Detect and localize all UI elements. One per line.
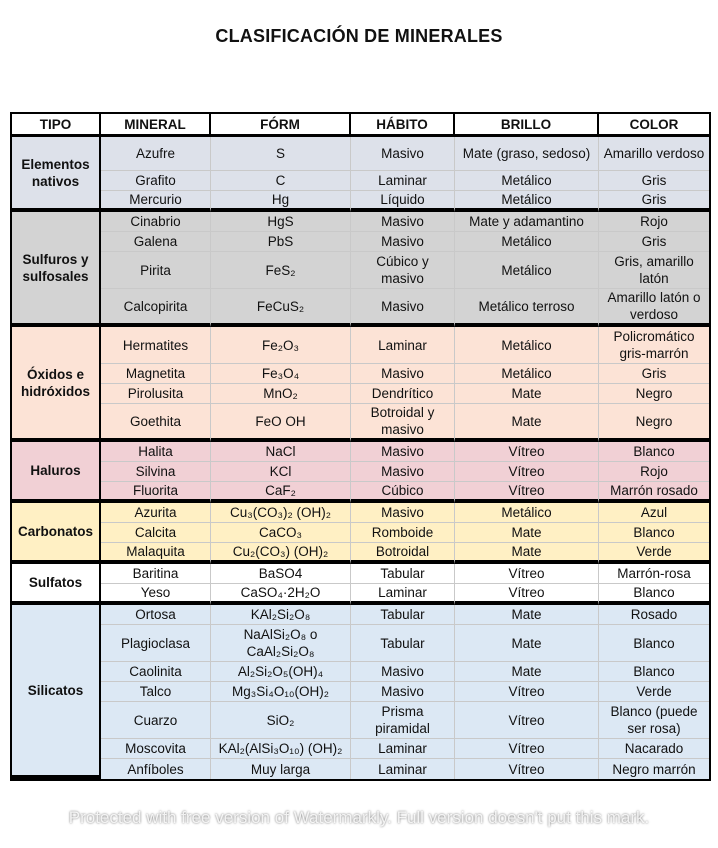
color-cell: Gris	[599, 364, 709, 384]
color-cell: Azul	[599, 503, 709, 523]
habito-cell: Masivo	[351, 462, 455, 482]
mineral-cell: Calcopirita	[101, 289, 211, 327]
table-row	[12, 739, 709, 759]
header-tipo: TIPO	[12, 114, 101, 137]
header-formula: FÓRM	[211, 114, 351, 137]
habito-cell: Masivo	[351, 232, 455, 252]
color-cell: Gris	[599, 191, 709, 212]
table-body	[12, 137, 709, 779]
color-cell: Gris	[599, 232, 709, 252]
brillo-cell: Vítreo	[455, 584, 599, 605]
mineral-cell: Mercurio	[101, 191, 211, 212]
brillo-cell: Metálico terroso	[455, 289, 599, 327]
habito-cell: Masivo	[351, 503, 455, 523]
mineral-cell: Anfíboles	[101, 759, 211, 779]
habito-cell: Masivo	[351, 662, 455, 682]
table-row	[12, 212, 709, 232]
color-cell: Amarillo latón o verdoso	[599, 289, 709, 327]
formula-cell: Fe₃O₄	[211, 364, 351, 384]
table-row	[12, 137, 709, 171]
table-row	[12, 605, 709, 625]
color-cell: Nacarado	[599, 739, 709, 759]
habito-cell: Masivo	[351, 289, 455, 327]
mineral-cell: Cinabrio	[101, 212, 211, 232]
minerals-table-frame	[10, 112, 711, 781]
color-cell: Blanco	[599, 523, 709, 543]
habito-cell: Botroidal	[351, 543, 455, 564]
group-tipo-cell: Haluros	[12, 442, 101, 503]
formula-cell: Muy larga	[211, 759, 351, 779]
page-title: CLASIFICACIÓN DE MINERALES	[215, 26, 503, 46]
table-row	[12, 384, 709, 404]
habito-cell: Cúbico y masivo	[351, 252, 455, 289]
formula-cell: FeCuS₂	[211, 289, 351, 327]
brillo-cell: Metálico	[455, 327, 599, 364]
formula-cell: S	[211, 137, 351, 171]
table-row	[12, 252, 709, 289]
formula-cell: Al₂Si₂O₅(OH)₄	[211, 662, 351, 682]
habito-cell: Masivo	[351, 682, 455, 702]
habito-cell: Masivo	[351, 212, 455, 232]
mineral-cell: Halita	[101, 442, 211, 462]
mineral-cell: Moscovita	[101, 739, 211, 759]
formula-cell: CaSO₄·2H₂O	[211, 584, 351, 605]
color-cell: Verde	[599, 682, 709, 702]
brillo-cell: Vítreo	[455, 482, 599, 503]
formula-cell: KAl₂Si₂O₈	[211, 605, 351, 625]
brillo-cell: Mate	[455, 625, 599, 662]
header-color: COLOR	[599, 114, 709, 137]
color-cell: Negro	[599, 384, 709, 404]
mineral-cell: Yeso	[101, 584, 211, 605]
habito-cell: Cúbico	[351, 482, 455, 503]
formula-cell: SiO₂	[211, 702, 351, 739]
habito-cell: Laminar	[351, 327, 455, 364]
header-row	[12, 114, 709, 137]
color-cell: Blanco (puede ser rosa)	[599, 702, 709, 739]
formula-cell: FeS₂	[211, 252, 351, 289]
table-row	[12, 442, 709, 462]
formula-cell: HgS	[211, 212, 351, 232]
formula-cell: Cu₃(CO₃)₂ (OH)₂	[211, 503, 351, 523]
formula-cell: CaF₂	[211, 482, 351, 503]
mineral-cell: Grafito	[101, 171, 211, 191]
formula-cell: NaCl	[211, 442, 351, 462]
color-cell: Rojo	[599, 462, 709, 482]
mineral-cell: Talco	[101, 682, 211, 702]
table-row	[12, 191, 709, 212]
brillo-cell: Vítreo	[455, 759, 599, 779]
habito-cell: Tabular	[351, 605, 455, 625]
brillo-cell: Vítreo	[455, 739, 599, 759]
mineral-cell: Plagioclasa	[101, 625, 211, 662]
group-tipo-cell: Carbonatos	[12, 503, 101, 564]
group-tipo-cell: Sulfatos	[12, 564, 101, 605]
color-cell: Policromático gris-marrón	[599, 327, 709, 364]
formula-cell: Fe₂O₃	[211, 327, 351, 364]
formula-cell: Mg₃Si₄O₁₀(OH)₂	[211, 682, 351, 702]
formula-cell: CaCO₃	[211, 523, 351, 543]
table-row	[12, 662, 709, 682]
color-cell: Verde	[599, 543, 709, 564]
mineral-cell: Malaquita	[101, 543, 211, 564]
brillo-cell: Mate	[455, 384, 599, 404]
habito-cell: Masivo	[351, 364, 455, 384]
watermark-text: Protected with free version of Watermarkly. Full version doesn't put this mark.	[68, 808, 650, 827]
habito-cell: Líquido	[351, 191, 455, 212]
habito-cell: Romboide	[351, 523, 455, 543]
brillo-cell: Mate	[455, 662, 599, 682]
habito-cell: Dendrítico	[351, 384, 455, 404]
table-row	[12, 232, 709, 252]
mineral-cell: Galena	[101, 232, 211, 252]
habito-cell: Masivo	[351, 442, 455, 462]
table-row	[12, 404, 709, 442]
color-cell: Blanco	[599, 625, 709, 662]
mineral-cell: Caolinita	[101, 662, 211, 682]
color-cell: Negro	[599, 404, 709, 442]
formula-cell: Cu₂(CO₃) (OH)₂	[211, 543, 351, 564]
table-row	[12, 289, 709, 327]
table-row	[12, 523, 709, 543]
formula-cell: BaSO4	[211, 564, 351, 584]
formula-cell: PbS	[211, 232, 351, 252]
mineral-cell: Magnetita	[101, 364, 211, 384]
mineral-cell: Fluorita	[101, 482, 211, 503]
group-tipo-cell: Silicatos	[12, 605, 101, 779]
table-row	[12, 503, 709, 523]
group-tipo-cell: Óxidos e hidróxidos	[12, 327, 101, 442]
mineral-cell: Pirolusita	[101, 384, 211, 404]
habito-cell: Laminar	[351, 759, 455, 779]
table-row	[12, 682, 709, 702]
mineral-cell: Silvina	[101, 462, 211, 482]
habito-cell: Tabular	[351, 625, 455, 662]
formula-cell: FeO OH	[211, 404, 351, 442]
table-row	[12, 327, 709, 364]
habito-cell: Masivo	[351, 137, 455, 171]
habito-cell: Laminar	[351, 584, 455, 605]
brillo-cell: Mate y adamantino	[455, 212, 599, 232]
brillo-cell: Mate	[455, 523, 599, 543]
brillo-cell: Vítreo	[455, 702, 599, 739]
header-habito: HÁBITO	[351, 114, 455, 137]
color-cell: Blanco	[599, 442, 709, 462]
table-row	[12, 462, 709, 482]
brillo-cell: Metálico	[455, 232, 599, 252]
formula-cell: KCl	[211, 462, 351, 482]
mineral-cell: Cuarzo	[101, 702, 211, 739]
table-row	[12, 759, 709, 779]
habito-cell: Prisma piramidal	[351, 702, 455, 739]
table-row	[12, 482, 709, 503]
formula-cell: NaAlSi₂O₈ o CaAl₂Si₂O₈	[211, 625, 351, 662]
color-cell: Rojo	[599, 212, 709, 232]
brillo-cell: Vítreo	[455, 462, 599, 482]
color-cell: Blanco	[599, 662, 709, 682]
group-tipo-cell: Sulfuros y sulfosales	[12, 212, 101, 327]
color-cell: Amarillo verdoso	[599, 137, 709, 171]
brillo-cell: Metálico	[455, 171, 599, 191]
table-row	[12, 543, 709, 564]
mineral-cell: Baritina	[101, 564, 211, 584]
mineral-cell: Goethita	[101, 404, 211, 442]
mineral-cell: Azurita	[101, 503, 211, 523]
color-cell: Marrón rosado	[599, 482, 709, 503]
brillo-cell: Mate (graso, sedoso)	[455, 137, 599, 171]
mineral-cell: Hermatites	[101, 327, 211, 364]
table-row	[12, 364, 709, 384]
brillo-cell: Vítreo	[455, 682, 599, 702]
formula-cell: KAl₂(AlSi₃O₁₀) (OH)₂	[211, 739, 351, 759]
brillo-cell: Mate	[455, 543, 599, 564]
group-tipo-cell: Elementos nativos	[12, 137, 101, 212]
table-row	[12, 564, 709, 584]
brillo-cell: Vítreo	[455, 442, 599, 462]
table-row	[12, 625, 709, 662]
formula-cell: MnO₂	[211, 384, 351, 404]
brillo-cell: Mate	[455, 605, 599, 625]
header-brillo: BRILLO	[455, 114, 599, 137]
color-cell: Marrón-rosa	[599, 564, 709, 584]
header-mineral: MINERAL	[101, 114, 211, 137]
minerals-table	[12, 114, 709, 779]
color-cell: Blanco	[599, 584, 709, 605]
brillo-cell: Mate	[455, 404, 599, 442]
habito-cell: Botroidal y masivo	[351, 404, 455, 442]
table-row	[12, 702, 709, 739]
color-cell: Gris	[599, 171, 709, 191]
brillo-cell: Metálico	[455, 364, 599, 384]
brillo-cell: Metálico	[455, 503, 599, 523]
mineral-cell: Azufre	[101, 137, 211, 171]
mineral-cell: Pirita	[101, 252, 211, 289]
brillo-cell: Metálico	[455, 252, 599, 289]
color-cell: Gris, amarillo latón	[599, 252, 709, 289]
mineral-cell: Calcita	[101, 523, 211, 543]
color-cell: Negro marrón	[599, 759, 709, 779]
mineral-cell: Ortosa	[101, 605, 211, 625]
habito-cell: Laminar	[351, 739, 455, 759]
brillo-cell: Metálico	[455, 191, 599, 212]
table-row	[12, 584, 709, 605]
color-cell: Rosado	[599, 605, 709, 625]
table-row	[12, 171, 709, 191]
habito-cell: Laminar	[351, 171, 455, 191]
brillo-cell: Vítreo	[455, 564, 599, 584]
formula-cell: C	[211, 171, 351, 191]
habito-cell: Tabular	[351, 564, 455, 584]
formula-cell: Hg	[211, 191, 351, 212]
